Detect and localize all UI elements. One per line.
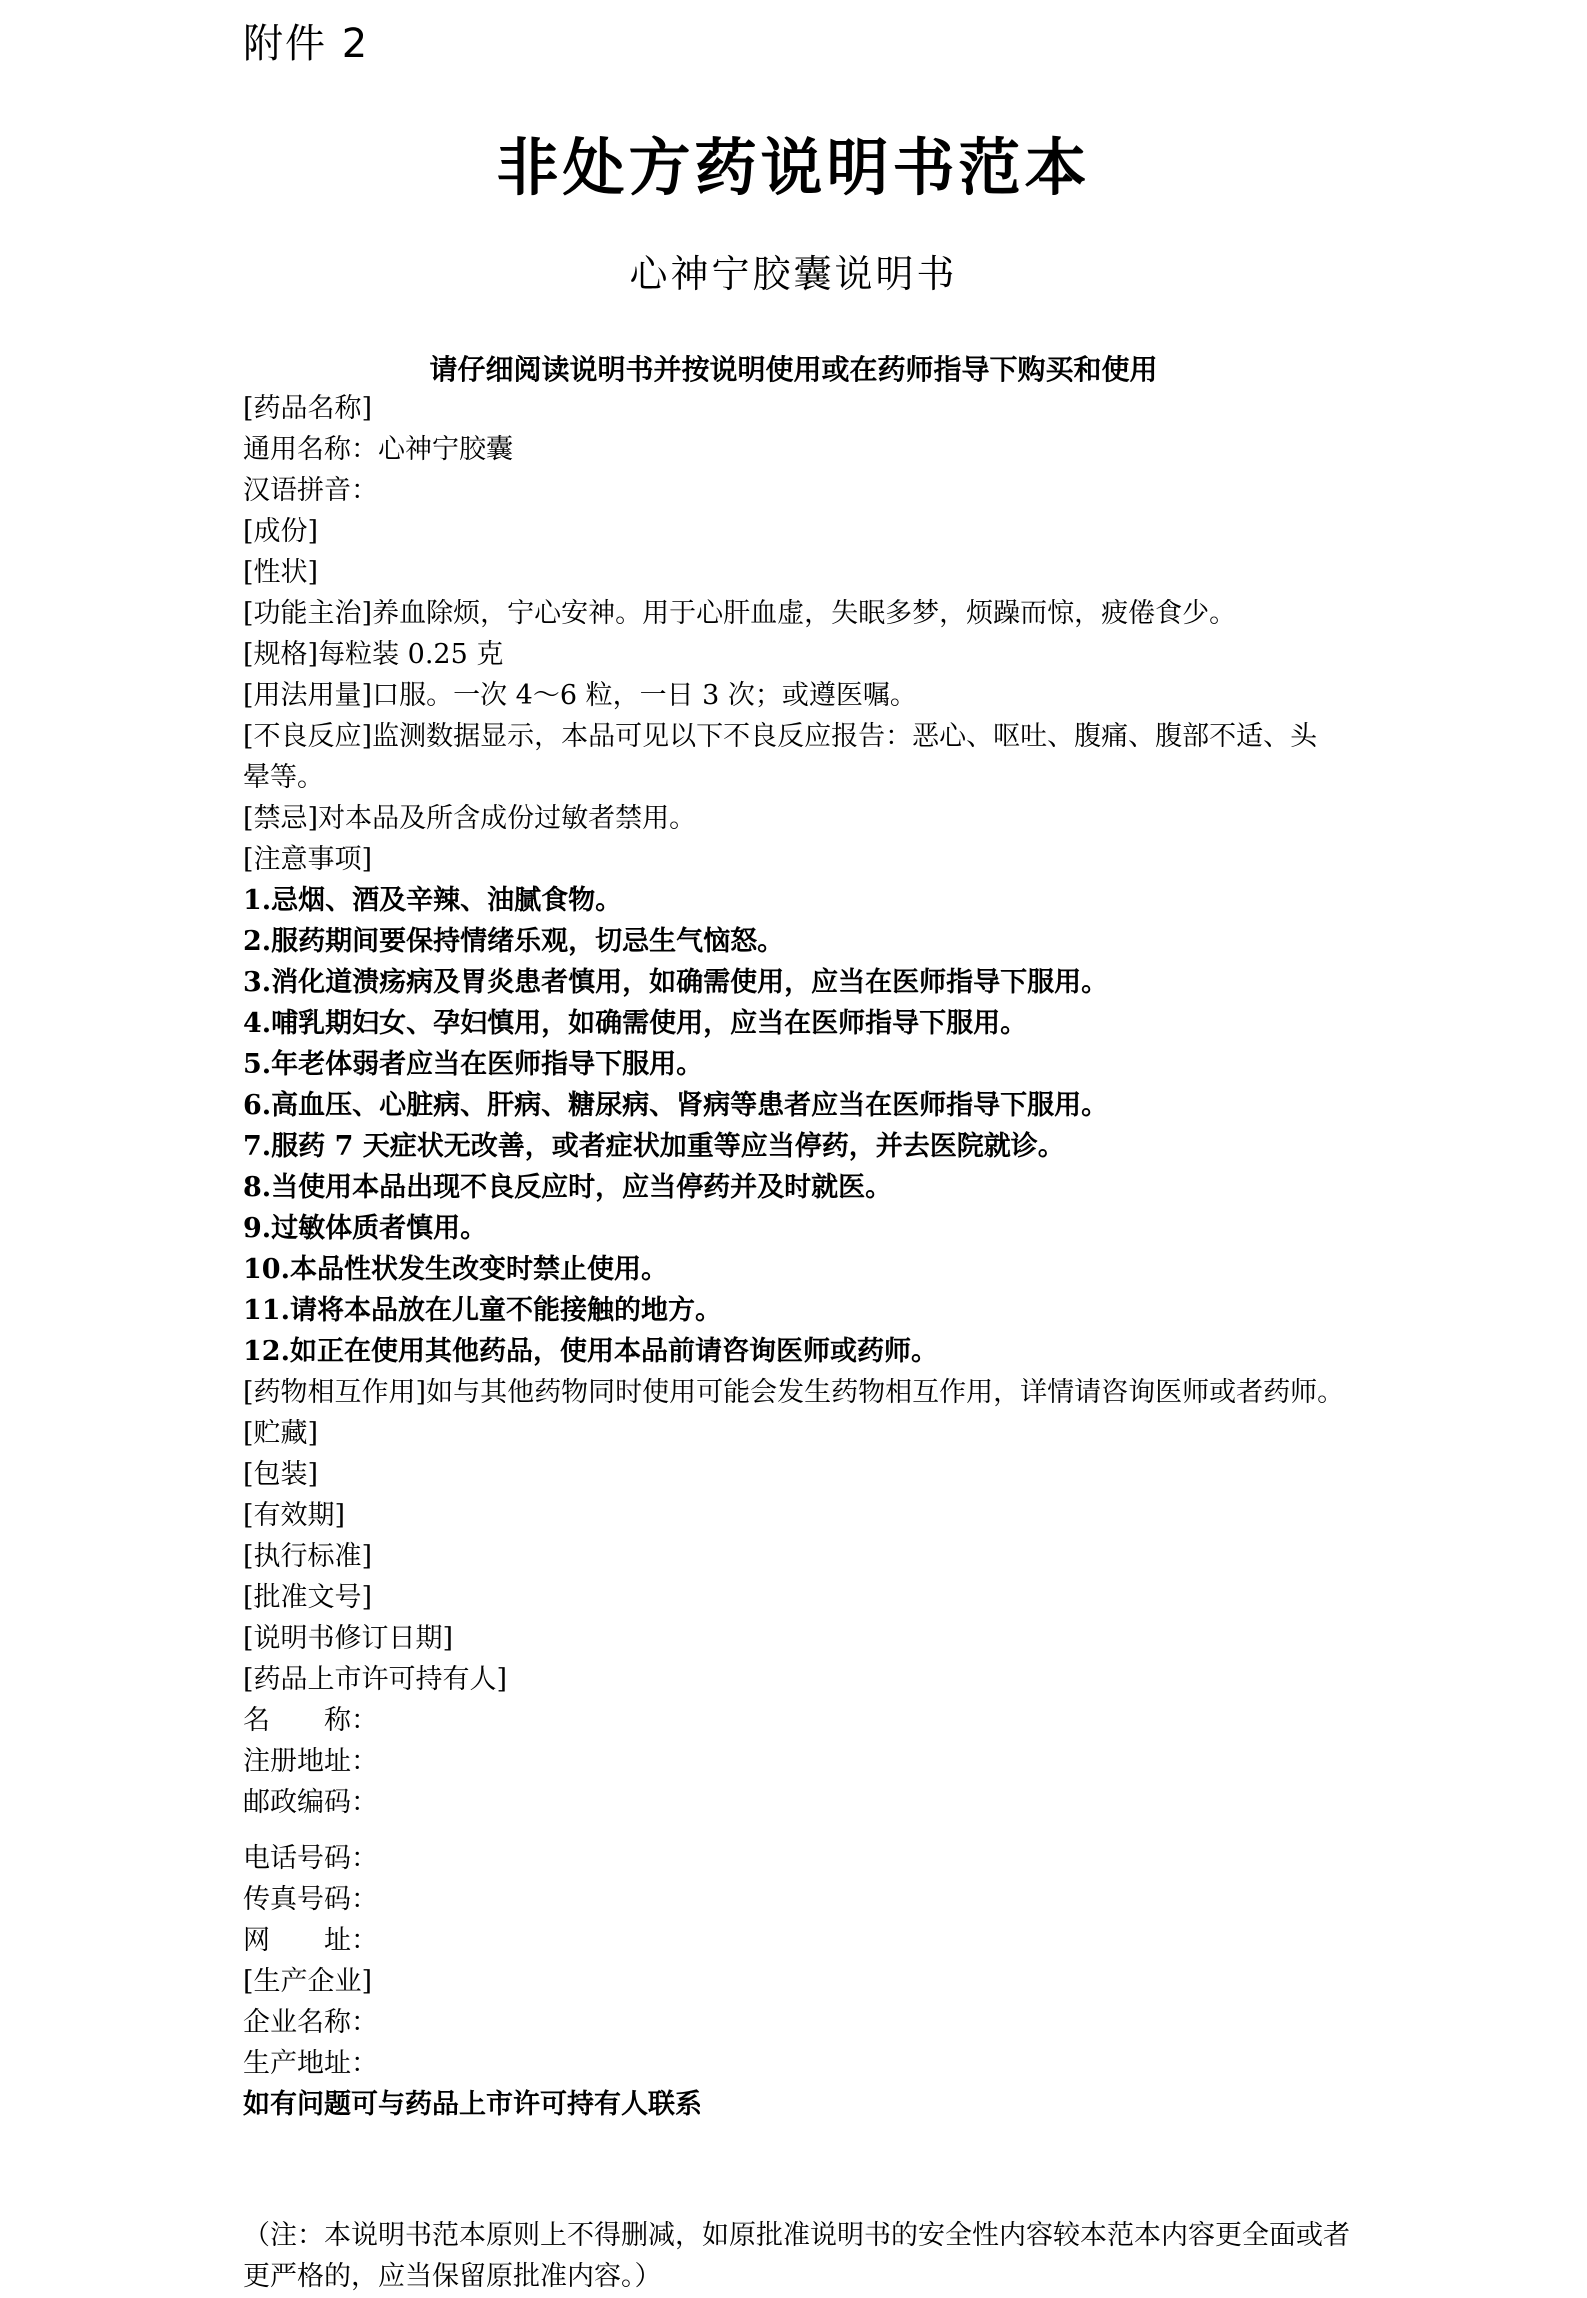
pinyin-line: 汉语拼音： [243,475,378,506]
section-standard: [执行标准] [243,1541,373,1572]
section-indications: [功能主治]养血除烦，宁心安神。用于心肝血虚，失眠多梦，烦躁而惊，疲倦食少。 [243,598,1237,629]
section-drug-interactions: [药物相互作用]如与其他药物同时使用可能会发生药物相互作用，详情请咨询医师或者药师。 [243,1377,1345,1408]
precaution-item: 9.过敏体质者慎用。 [243,1213,488,1244]
section-ingredients: [成份] [243,516,319,547]
precaution-item: 11.请将本品放在儿童不能接触的地方。 [243,1295,722,1326]
manufacturer-address-field: 生产地址： [243,2048,378,2079]
section-validity: [有效期] [243,1500,346,1531]
precaution-item: 12.如正在使用其他药品，使用本品前请咨询医师或药师。 [243,1336,938,1367]
contact-statement: 如有问题可与药品上市许可持有人联系 [243,2089,702,2120]
holder-name-field: 名 称： [243,1705,378,1736]
section-revision-date: [说明书修订日期] [243,1623,454,1654]
precaution-item: 8.当使用本品出现不良反应时，应当停药并及时就医。 [243,1172,893,1203]
precaution-item: 1.忌烟、酒及辛辣、油腻食物。 [243,885,623,916]
section-specification: [规格]每粒装 0.25 克 [243,639,504,670]
section-precautions: [注意事项] [243,844,373,875]
precaution-item: 2.服药期间要保持情绪乐观，切忌生气恼怒。 [243,926,785,957]
precaution-item: 10.本品性状发生改变时禁止使用。 [243,1254,668,1285]
precaution-item: 7.服药 7 天症状无改善，或者症状加重等应当停药，并去医院就诊。 [243,1131,1065,1162]
section-storage: [贮藏] [243,1418,319,1449]
adverse-reactions-continued: 晕等。 [243,762,324,793]
precaution-item: 3.消化道溃疡病及胃炎患者慎用，如确需使用，应当在医师指导下服用。 [243,967,1109,998]
precaution-item: 6.高血压、心脏病、肝病、糖尿病、肾病等患者应当在医师指导下服用。 [243,1090,1109,1121]
section-manufacturer: [生产企业] [243,1966,373,1997]
manufacturer-name-field: 企业名称： [243,2007,378,2038]
holder-postcode-field: 邮政编码： [243,1787,378,1818]
document-subtitle: 心神宁胶囊说明书 [629,252,958,296]
precaution-item: 4.哺乳期妇女、孕妇慎用，如确需使用，应当在医师指导下服用。 [243,1008,1028,1039]
section-description: [性状] [243,557,319,588]
section-approval-number: [批准文号] [243,1582,373,1613]
section-license-holder: [药品上市许可持有人] [243,1664,508,1695]
holder-fax-field: 传真号码： [243,1884,378,1915]
section-contraindications: [禁忌]对本品及所含成份过敏者禁用。 [243,803,697,834]
holder-phone-field: 电话号码： [243,1843,378,1874]
attachment-label: 附件 2 [243,21,370,67]
holder-address-field: 注册地址： [243,1746,378,1777]
usage-notice: 请仔细阅读说明书并按说明使用或在药师指导下购买和使用 [429,353,1158,386]
holder-website-field: 网 址： [243,1925,378,1956]
section-dosage: [用法用量]口服。一次 4～6 粒，一日 3 次；或遵医嘱。 [243,680,917,711]
section-packaging: [包装] [243,1459,319,1490]
precaution-item: 5.年老体弱者应当在医师指导下服用。 [243,1049,704,1080]
footnote: （注：本说明书范本原则上不得删减，如原批准说明书的安全性内容较本范本内容更全面或者更严格的，应当保留原批准内容。） [243,2220,1350,2292]
section-drug-name: [药品名称] [243,393,373,424]
document-title: 非处方药说明书范本 [496,131,1091,204]
section-adverse-reactions: [不良反应]监测数据显示，本品可见以下不良反应报告：恶心、呕吐、腹痛、腹部不适、头 [243,721,1318,752]
generic-name-line: 通用名称：心神宁胶囊 [243,434,513,465]
